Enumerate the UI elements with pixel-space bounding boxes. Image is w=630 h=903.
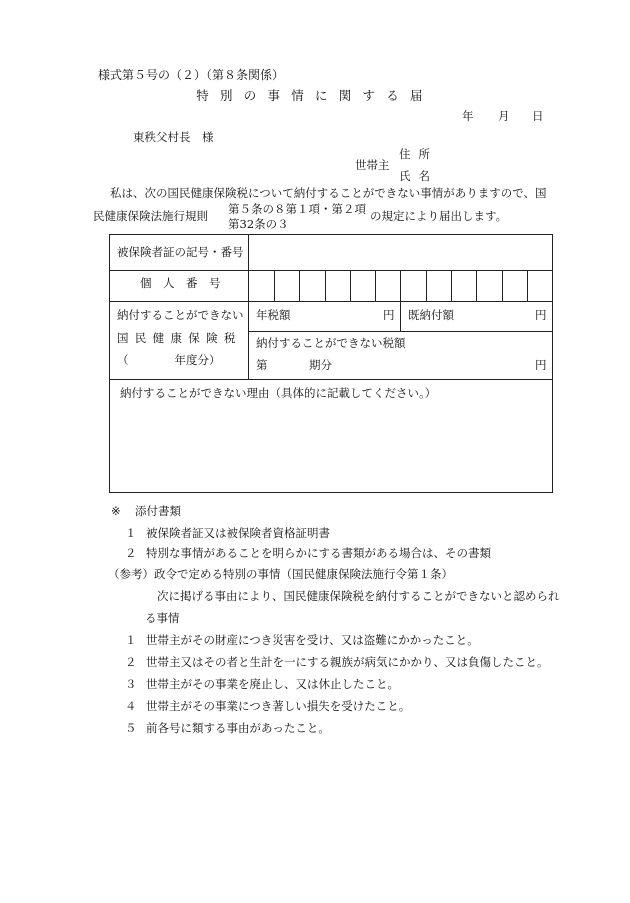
row-divider [248, 331, 552, 332]
personal-number-digit-box[interactable] [451, 270, 476, 301]
personal-number-digit-box[interactable] [502, 270, 527, 301]
installment-suffix: 期分 [309, 358, 332, 372]
personal-number-digit-box[interactable] [426, 270, 451, 301]
tax-label-line2: 国民健康保険税 [117, 331, 242, 345]
personal-number-digit-box[interactable] [476, 270, 501, 301]
paid-amount-label: 既納付額 [408, 308, 454, 322]
personal-number-digit-box[interactable] [249, 270, 274, 301]
form-title: 特別の事情に関する届 [196, 88, 434, 103]
column-divider [248, 235, 249, 379]
personal-number-digit-box[interactable] [400, 270, 425, 301]
form-number: 様式第５号の（２）（第８条関係） [98, 68, 285, 82]
intro-statement: 私は、次の国民健康保険税について納付することができない事情がありますので、国 [110, 186, 547, 200]
reference-heading: （参考）政令で定める特別の事情（国民健康保険法施行令第１条） [108, 567, 453, 581]
reference-intro-continued: る事情 [145, 611, 180, 625]
personal-number-digit-box[interactable] [325, 270, 350, 301]
reference-item-number: ２ [125, 655, 137, 669]
reference-intro: 次に掲げる事由により、国民健康保険税を納付することができないと認められ [157, 589, 560, 603]
intro-law-name: 民健康保険法施行規則 [93, 209, 208, 223]
reference-item-number: ３ [125, 677, 137, 691]
name-label: 氏名 [399, 169, 439, 183]
personal-number-digit-box[interactable] [527, 270, 552, 301]
unpayable-amount-yen: 円 [535, 358, 547, 372]
reference-item: 世帯主がその事業を廃止し、又は休止したこと。 [146, 677, 399, 691]
reference-item: 世帯主がその事業につき著しい損失を受けたこと。 [146, 699, 411, 713]
row-divider [110, 379, 552, 380]
personal-number-digit-box[interactable] [350, 270, 375, 301]
personal-number-label: 個 人 番 号 [140, 276, 221, 290]
attachment-item-number: ２ [125, 546, 137, 560]
installment-prefix: 第 [256, 358, 268, 372]
unpayable-amount-label: 納付することができない税額 [256, 336, 406, 350]
attachment-item: 特別な事情があることを明らかにする書類がある場合は、その書類 [146, 546, 491, 560]
reference-item: 世帯主がその財産につき災害を受け、又は盗難にかかったこと。 [146, 633, 479, 647]
reference-item-number: １ [125, 633, 137, 647]
insurance-card-field[interactable] [258, 246, 538, 262]
reason-textarea[interactable] [120, 407, 540, 483]
annual-tax-yen: 円 [383, 308, 395, 322]
law-article-option-1: 第５条の８第１項・第２項 [228, 202, 366, 216]
reference-item: 前各号に類する事由があったこと。 [146, 721, 330, 735]
annual-tax-label: 年税額 [256, 308, 291, 322]
application-table [109, 234, 553, 493]
date-month-label: 月 [498, 109, 510, 123]
reason-label: 納付することができない理由（具体的に記載してください。） [120, 386, 437, 400]
attachments-mark: ※ [111, 504, 121, 518]
personal-number-digit-box[interactable] [299, 270, 324, 301]
intro-law-suffix: の規定により届出します。 [370, 209, 508, 223]
personal-number-digit-box[interactable] [375, 270, 400, 301]
reference-item-number: ５ [125, 721, 137, 735]
row-divider [110, 301, 552, 302]
attachment-item-number: １ [125, 526, 137, 540]
date-day-label: 日 [532, 109, 544, 123]
tax-label-line1: 納付することができない [117, 308, 244, 322]
addressee: 東秩父村長 様 [133, 130, 214, 144]
attachment-item: 被保険者証又は被保険者資格証明書 [146, 526, 330, 540]
tax-label-line3: （ 年度分） [117, 353, 221, 367]
attachments-heading: 添付書類 [135, 504, 181, 518]
householder-label: 世帯主 [355, 158, 390, 172]
reference-item-number: ４ [125, 699, 137, 713]
column-divider [400, 301, 401, 331]
law-article-option-2: 第32条の３ [228, 217, 289, 231]
address-label: 住所 [399, 147, 439, 161]
personal-number-digit-box[interactable] [274, 270, 299, 301]
paid-amount-yen: 円 [535, 308, 547, 322]
date-year-label: 年 [462, 109, 474, 123]
reference-item: 世帯主又はその者と生計を一にする親族が病気にかかり、又は負傷したこと。 [146, 655, 549, 669]
insurance-card-label: 被保険者証の記号・番号 [117, 245, 244, 259]
